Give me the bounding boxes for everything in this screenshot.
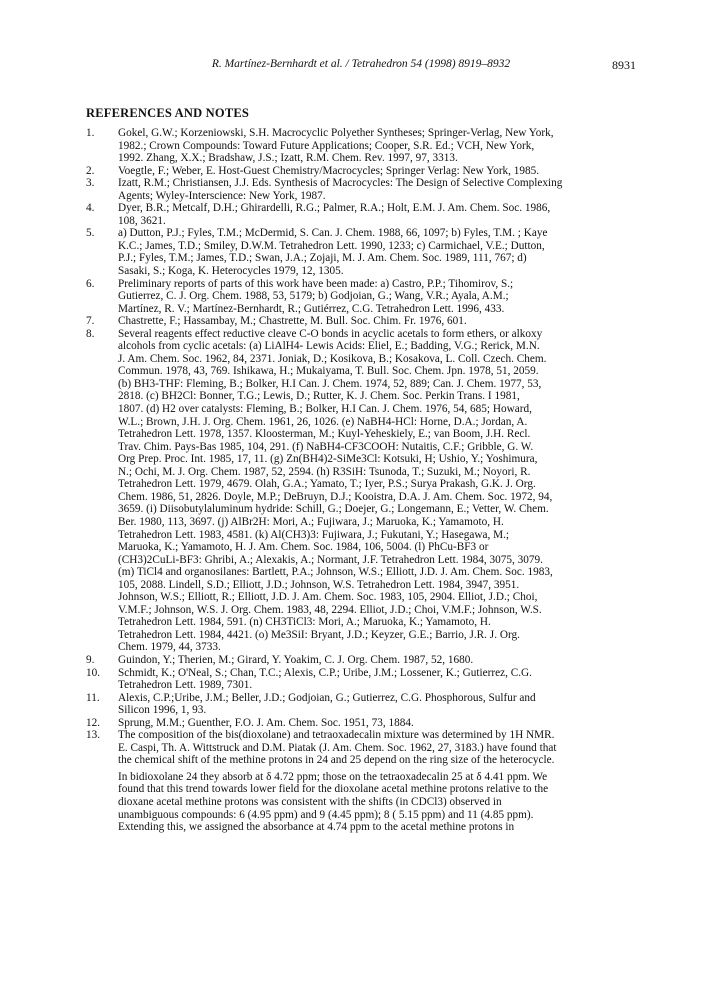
reference-line: 3659. (i) Diisobutylaluminum hydride: Schill, G.; Doejer, G.; Longemann, E.; Vetter, W. Chem. [118,503,549,516]
reference-list [86,127,641,834]
page-header [86,58,636,74]
reference-line: P.J.; Fyles, T.M.; James, T.D.; Swan, J.A.; Zojaji, M. J. Am. Chem. Soc. 1989, 111, 767; d) [118,252,527,265]
reference-text [118,692,641,717]
reference-line: Chem. 1986, 51, 2826. Doyle, M.P.; DeBruyn, D.J.; Kooistra, D.A. J. Am. Chem. Soc. 1972, 94, [118,490,553,503]
reference-text [118,729,641,833]
reference-text [118,667,641,692]
reference-line: Dyer, B.R.; Metcalf, D.H.; Ghirardelli, R.G.; Palmer, R.A.; Holt, E.M. J. Am. Chem. Soc. 1986, [118,202,551,215]
reference-line: Extending this, we assigned the absorbance at 4.74 ppm to the acetal methine protons in [118,821,515,834]
reference-item [86,692,641,717]
reference-number: 9. [86,653,95,666]
reference-number: 11. [86,691,100,704]
reference-line: Johnson, W.S.; Elliott, R.; Elliott, J.D. J. Am. Chem. Soc. 1983, 105, 2904. Elliot, J.D.; Choi, [118,591,538,604]
reference-text [118,328,641,654]
reference-item [86,177,641,202]
reference-line: unambiguous compounds: 6 (4.95 ppm) and 9 (4.45 ppm); 8 ( 5.15 ppm) and 11 (4.85 ppm). [118,808,534,821]
reference-number: 4. [86,202,95,215]
reference-number: 2. [86,164,95,177]
reference-line: 1992. Zhang, X.X.; Bradshaw, J.S.; Izatt, R.M. Chem. Rev. 1997, 97, 3313. [118,152,458,165]
reference-line: Chastrette, F.; Hassambay, M.; Chastrette, M. Bull. Soc. Chim. Fr. 1976, 601. [118,315,467,328]
reference-line: (m) TiCl4 and organosilanes: Bartlett, P.A.; Johnson, W.S.; Elliott, J.D. J. Am. Chem. Soc. 1983, [118,566,553,579]
reference-text [118,315,641,328]
reference-line: Several reagents effect reductive cleave C-O bonds in acyclic acetals to form ethers, or alkoxy [118,327,543,340]
reference-line: Gokel, G.W.; Korzeniowski, S.H. Macrocyclic Polyether Syntheses; Springer-Verlag, New York, [118,127,554,139]
reference-line: Izatt, R.M.; Christiansen, J.J. Eds. Synthesis of Macrocycles: The Design of Selective Complexing [118,177,563,190]
reference-line: Tetrahedron Lett. 1979, 4679. Olah, G.A.; Yamato, T.; Iyer, P.S.; Surya Prakash, G.K. J. Org. [118,478,536,491]
reference-number: 10. [86,666,101,679]
reference-line: Commun. 1978, 43, 769. Ishikawa, H.; Mukaiyama, T. Bull. Soc. Chem. Jpn. 1978, 51, 2059. [118,365,539,378]
reference-line: W.L.; Brown, J.H. J. Org. Chem. 1961, 26, 1026. (e) NaBH4-HCl: Horne, D.A.; Jordan, A. [118,415,528,428]
reference-line: Voegtle, F.; Weber, E. Host-Guest Chemistry/Macrocycles; Springer Verlag: New York, 1985. [118,164,540,177]
reference-line: Ber. 1980, 113, 3697. (j) AlBr2H: Mori, A.; Fujiwara, J.; Maruoka, K.; Yamamoto, H. [118,515,504,528]
reference-line: E. Caspi, Th. A. Wittstruck and D.M. Piatak (J. Am. Chem. Soc. 1962, 27, 3183.) have found that [118,741,557,754]
reference-item [86,227,641,277]
reference-line: J. Am. Chem. Soc. 1962, 84, 2371. Joniak, D.; Kosikova, B.; Kosakova, L. Coll. Czech. Chem. [118,352,547,365]
reference-line: Tetrahedron Lett. 1983, 4581. (k) Al(CH3)3: Fujiwara, J.; Fukutani, Y.; Hasegawa, M.; [118,528,510,541]
reference-number: 6. [86,277,95,290]
reference-number: 7. [86,315,95,328]
reference-line: Alexis, C.P.;Uribe, J.M.; Beller, J.D.; Godjoian, G.; Gutierrez, C.G. Phosphorous, Sulfur and [118,691,536,704]
reference-number: 12. [86,716,101,729]
reference-line: Schmidt, K.; O'Neal, S.; Chan, T.C.; Alexis, C.P.; Uribe, J.M.; Lossener, K.; Gutierrez, C.G. [118,666,532,679]
reference-text [118,165,641,178]
reference-number: 13. [86,729,101,742]
reference-line: 1807. (d) H2 over catalysts: Fleming, B.; Bolker, H.I Can. J. Chem. 1976, 54, 685; Howard, [118,403,532,416]
running-head: R. Martínez-Bernhardt et al. / Tetrahedron 54 (1998) 8919–8932 [211,58,511,70]
reference-line: N.; Ochi, M. J. Org. Chem. 1987, 52, 2594. (h) R3SiH: Tsunoda, T.; Suzuki, M.; Noyori, R. [118,465,531,478]
reference-item [86,315,641,328]
reference-line: Tetrahedron Lett. 1984, 4421. (o) Me3SiI: Bryant, J.D.; Keyzer, G.E.; Barrio, J.R. J. Org. [118,628,520,641]
reference-line: Tetrahedron Lett. 1989, 7301. [118,679,253,692]
reference-item [86,127,641,165]
reference-item [86,165,641,178]
reference-text [118,127,641,165]
reference-item [86,328,641,654]
reference-line: found that this trend towards lower field for the dioxolane acetal methine protons relative to the [118,783,549,796]
reference-number: 5. [86,227,95,240]
reference-line: alcohols from cyclic acetals: (a) LiAlH4- Lewis Acids: Eliel, E.; Badding, V.G.; Rerick, M.N. [118,340,540,353]
reference-line: Trav. Chim. Pays-Bas 1985, 104, 291. (f) NaBH4-CF3COOH: Nutaitis, C.F.; Gribble, G. W. [118,440,534,453]
reference-number: 1. [86,127,95,139]
reference-line: Preliminary reports of parts of this work have been made: a) Castro, P.P.; Tihomirov, S.; [118,277,514,290]
page-number: 8931 [612,58,636,72]
reference-line: Sprung, M.M.; Guenther, F.O. J. Am. Chem. Soc. 1951, 73, 1884. [118,716,414,729]
reference-text [118,177,641,202]
reference-line: Agents; Wyley-Interscience: New York, 1987. [118,189,326,202]
reference-line: K.C.; James, T.D.; Smiley, D.W.M. Tetrahedron Lett. 1990, 1233; c) Carmichael, V.E.; Dutton, [118,239,545,252]
reference-line: The composition of the bis(dioxolane) and tetraoxadecalin mixture was determined by 1H NMR. [118,729,555,742]
reference-line: Gutierrez, C. J. Org. Chem. 1988, 53, 5179; b) Godjoian, G.; Wang, V.R.; Ayala, A.M.; [118,290,509,303]
reference-line: Silicon 1996, 1, 93. [118,704,207,717]
reference-line: (CH3)2CuLi-BF3: Ghribi, A.; Alexakis, A.; Normant, J.F. Tetrahedron Lett. 1984, 3075, 3079. [118,553,543,566]
reference-item [86,717,641,730]
reference-line: (b) BH3-THF: Fleming, B.; Bolker, H.I Can. J. Chem. 1974, 52, 889; Can. J. Chem. 1977, 53, [118,377,542,390]
section-title: REFERENCES AND NOTES [86,106,250,120]
reference-line: dioxane acetal methine protons was consistent with the shifts (in CDCl3) observed in [118,795,502,808]
reference-text [118,278,641,316]
reference-text [118,654,641,667]
reference-text [118,227,641,277]
reference-item [86,654,641,667]
reference-line: V.M.F.; Johnson, W.S. J. Org. Chem. 1983, 48, 2294. Elliot, J.D.; Choi, V.M.F.; Johnson, W.S. [118,603,542,616]
reference-number: 8. [86,327,95,340]
reference-line: Org Prep. Proc. Int. 1985, 17, 11. (g) Zn(BH4)2-SiMe3Cl: Kotsuki, H; Ushio, Y.; Yoshimura, [118,453,538,466]
reference-item [86,202,641,227]
reference-text [118,202,641,227]
reference-line: Guindon, Y.; Therien, M.; Girard, Y. Yoakim, C. J. Org. Chem. 1987, 52, 1680. [118,653,474,666]
reference-line: 2818. (c) BH2Cl: Bonner, T.G.; Lewis, D.; Rutter, K. J. Chem. Soc. Perkin Trans. I 1981, [118,390,520,403]
reference-line: Chem. 1979, 44, 3733. [118,641,221,654]
reference-line: 1982.; Crown Compounds: Toward Future Applications; Cooper, S.R. Ed.; VCH, New York, [118,139,535,152]
reference-text [118,717,641,730]
reference-line: Tetrahedron Lett. 1978, 1357. Kloosterman, M.; Kuyl-Yeheskiely, E.; van Boom, J.H. Recl. [118,428,531,441]
reference-line: a) Dutton, P.J.; Fyles, T.M.; McDermid, S. Can. J. Chem. 1988, 66, 1097; b) Fyles, T.M. ; Kaye [118,227,548,240]
reference-item [86,667,641,692]
reference-line: Tetrahedron Lett. 1984, 591. (n) CH3TiCl3: Mori, A.; Maruoka, K.; Yamamoto, H. [118,616,491,629]
reference-line: 108, 3621. [118,214,166,227]
reference-line: Maruoka, K.; Yamamoto, H. J. Am. Chem. Soc. 1984, 106, 5004. (l) PhCu-BF3 or [118,541,489,554]
reference-number: 3. [86,177,95,190]
reference-line: In bidioxolane 24 they absorb at δ 4.72 ppm; those on the tetraoxadecalin 25 at δ 4.41 ppm. We [118,770,548,783]
reference-line: Martínez, R. V.; Martínez-Bernhardt, R.; Gutiérrez, C.G. Tetrahedron Lett. 1996, 433. [118,302,505,315]
reference-line: 105, 2088. Lindell, S.D.; Elliott, J.D.; Johnson, W.S. Tetrahedron Lett. 1984, 3947, 3951. [118,578,520,591]
reference-item [86,729,641,833]
reference-item [86,278,641,316]
reference-line: the chemical shift of the methine protons in 24 and 25 depend on the ring size of the heterocycle. [118,754,555,767]
reference-line: Sasaki, S.; Koga, K. Heterocycles 1979, 12, 1305. [118,265,344,278]
